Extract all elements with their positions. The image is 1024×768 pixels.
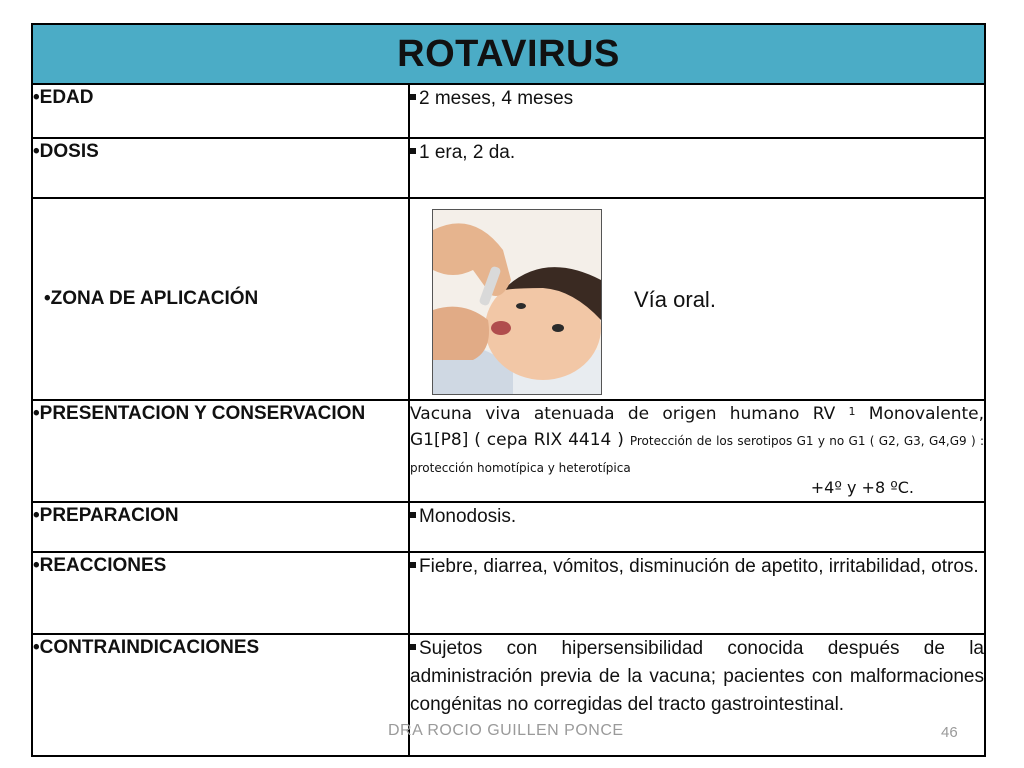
title-cell [32, 24, 985, 84]
row-value-cell [409, 400, 985, 502]
baby-photo-illustration [433, 210, 601, 394]
row-label-cell [32, 84, 409, 138]
row-value-cell [409, 84, 985, 138]
slide-title: ROTAVIRUS [397, 33, 620, 75]
row-label-cell [32, 198, 409, 400]
bullet-dot: • [33, 637, 40, 658]
bullet-dot: • [33, 141, 40, 162]
row-value-cell [409, 138, 985, 198]
table-row [32, 400, 985, 502]
bullet-dot: • [33, 87, 40, 108]
bullet-dot: • [33, 505, 40, 526]
bullet-dot: • [44, 288, 51, 309]
label-edad: EDAD [39, 87, 94, 108]
row-label-cell [32, 502, 409, 552]
baby-vaccine-photo [432, 209, 602, 395]
value-presentacion-a: Vacuna viva atenuada de origen humano RV [410, 404, 836, 424]
row-label-cell [32, 400, 409, 502]
bullet-dot: • [33, 555, 40, 576]
label-contraindicaciones: CONTRAINDICACIONES [39, 637, 260, 658]
value-presentacion-b: Monovalente, G1[P8] ( cepa RIX 4414 ) [410, 404, 985, 450]
square-bullet-icon [410, 644, 416, 650]
row-value-cell [409, 502, 985, 552]
value-via-oral: Vía oral. [634, 287, 716, 312]
square-bullet-icon [410, 512, 416, 518]
row-value-cell [409, 198, 985, 400]
label-reacciones: REACCIONES [39, 555, 167, 576]
bullet-dot: • [33, 403, 40, 424]
table-row [32, 552, 985, 634]
row-label-cell [32, 634, 409, 756]
value-presentacion-small: Protección de los serotipos G1 y no G1 ( G2, G3, G4,G9 ) : protección homotípica y heterotípica [410, 434, 985, 475]
square-bullet-icon [410, 94, 416, 100]
table-row [32, 502, 985, 552]
table-row [32, 84, 985, 138]
label-zona: ZONA DE APLICACIÓN [50, 288, 259, 309]
value-reacciones: Fiebre, diarrea, vómitos, disminución de apetito, irritabilidad, otros. [419, 556, 979, 577]
square-bullet-icon [410, 562, 416, 568]
table-row [32, 198, 985, 400]
footer-author: DRA ROCIO GUILLEN PONCE [388, 722, 624, 739]
label-preparacion: PREPARACION [39, 505, 179, 526]
square-bullet-icon [410, 148, 416, 154]
value-presentacion-sup: 1 [848, 405, 856, 418]
row-value-cell [409, 552, 985, 634]
row-label-cell [32, 138, 409, 198]
row-label-cell [32, 552, 409, 634]
value-preparacion: Monodosis. [419, 506, 517, 527]
vaccine-info-table [31, 23, 986, 757]
value-contraindicaciones: Sujetos con hipersensibilidad conocida después de la administración previa de la vacuna; pacientes con malformaciones congénitas no corregidas del tracto gastrointestinal. [410, 638, 984, 715]
value-edad: 2 meses, 4 meses [419, 88, 574, 109]
label-presentacion: PRESENTACION Y CONSERVACION [39, 403, 366, 424]
label-dosis: DOSIS [39, 141, 99, 162]
value-dosis: 1 era, 2 da. [419, 142, 516, 163]
table-row [32, 138, 985, 198]
value-temperature: +4º y +8 ºC. [810, 478, 914, 497]
page-number: 46 [941, 724, 958, 741]
